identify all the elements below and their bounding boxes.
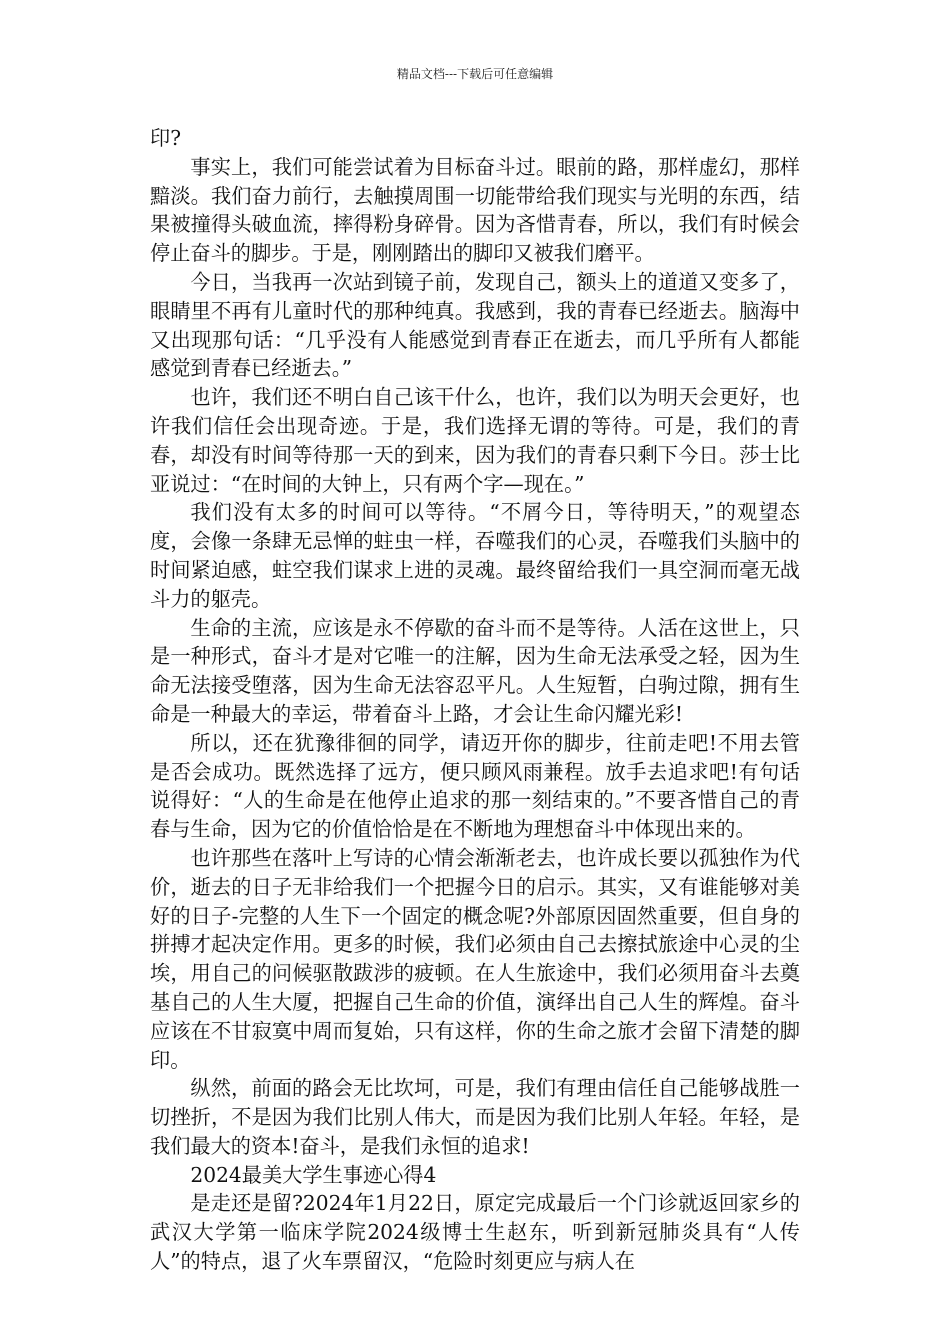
- paragraph: 也许那些在落叶上写诗的心情会渐渐老去，也许成长要以孤独作为代价，逝去的日子无非给我们一个把握今日的启示。其实，又有谁能够对美好的日子-完整的人生下一个固定的概念呢?外部原因固然重要，但自身的拼搏才起决定作用。更多的时候，我们必须由自己去擦拭旅途中心灵的尘埃，用自己的问候驱散跋涉的疲顿。在人生旅途中，我们必须用奋斗去奠基自己的人生大厦，把握自己生命的价值，演绎出自己人生的辉煌。奋斗应该在不甘寂寞中周而复始，只有这样，你的生命之旅才会留下清楚的脚印。: [150, 845, 800, 1072]
- paragraph: 生命的主流，应该是永不停歇的奋斗而不是等待。人活在这世上，只是一种形式，奋斗才是对它唯一的注解，因为生命无法承受之轻，因为生命无法接受堕落，因为生命无法容忍平凡。人生短暂，白驹过隙，拥有生命是一种最大的幸运，带着奋斗上路，才会让生命闪耀光彩!: [150, 615, 800, 726]
- paragraph: 今日，当我再一次站到镜子前，发现自己，额头上的道道又变多了，眼睛里不再有儿童时代的那种纯真。我感到，我的青春已经逝去。脑海中又出现那句话：“几乎没有人能感觉到青春正在逝去，而几乎所有人都能感觉到青春已经逝去。”: [150, 269, 800, 381]
- paragraph: 所以，还在犹豫徘徊的同学，请迈开你的脚步，往前走吧!不用去管是否会成功。既然选择了远方，便只顾风雨兼程。放手去追求吧!有句话说得好：“人的生命是在他停止追求的那一刻结束的。”不要吝惜自己的青春与生命，因为它的价值恰恰是在不断地为理想奋斗中体现出来的。: [150, 730, 800, 842]
- paragraph: 事实上，我们可能尝试着为目标奋斗过。眼前的路，那样虚幻，那样黯淡。我们奋力前行，去触摸周围一切能带给我们现实与光明的东西，结果被撞得头破血流，摔得粉身碎骨。因为吝惜青春，所以，我们有时候会停止奋斗的脚步。于是，刚刚踏出的脚印又被我们磨平。: [150, 154, 800, 266]
- paragraph: 纵然，前面的路会无比坎坷，可是，我们有理由信任自己能够战胜一切挫折，不是因为我们比别人伟大，而是因为我们比别人年轻。年轻，是我们最大的资本!奋斗，是我们永恒的追求!: [150, 1076, 800, 1158]
- paragraph: 我们没有太多的时间可以等待。“不屑今日，等待明天，”的观望态度，会像一条肆无忌惮的蛀虫一样，吞噬我们的心灵，吞噬我们头脑中的时间紧迫感，蛀空我们谋求上进的灵魂。最终留给我们一具空洞而毫无战斗力的躯壳。: [150, 500, 800, 611]
- document-body: [150, 124, 800, 1276]
- section-heading: 2024最美大学生事迹心得4: [190, 1162, 437, 1187]
- paragraph: 是走还是留?2024年1月22日，原定完成最后一个门诊就返回家乡的武汉大学第一临床学院2024级博士生赵东，听到新冠肺炎具有“人传人”的特点，退了火车票留汉，“危险时刻更应与病人在: [150, 1191, 800, 1274]
- paragraph: 也许，我们还不明白自己该干什么，也许，我们以为明天会更好，也许我们信任会出现奇迹。于是，我们选择无谓的等待。可是，我们的青春，却没有时间等待那一天的到来，因为我们的青春只剩下今日。莎士比亚说过：“在时间的大钟上，只有两个字—现在。”: [150, 385, 800, 496]
- paragraph-continuation: 印?: [150, 126, 182, 150]
- page-header: 精品文档---下载后可任意编辑: [396, 67, 554, 81]
